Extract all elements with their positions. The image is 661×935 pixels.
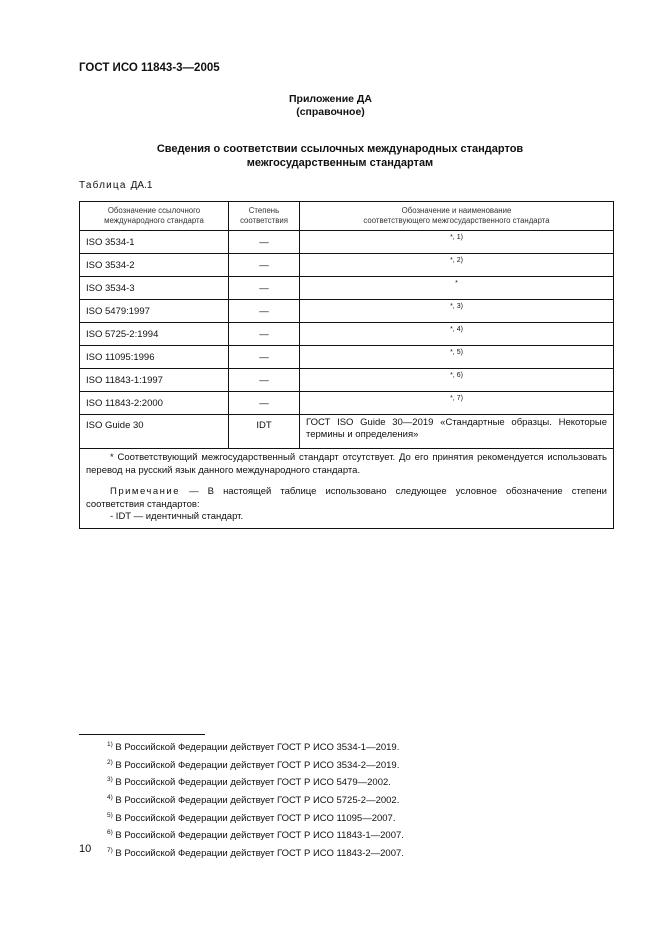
table-label: Таблица: [79, 180, 127, 191]
row-ref: ISO 5725-2:1994: [80, 323, 229, 346]
row-gost: *, 5): [300, 346, 614, 369]
footnote: [107, 773, 404, 791]
appendix-title: Приложение ДА: [289, 93, 372, 105]
footnote: [107, 756, 404, 774]
header-gost: [300, 202, 614, 231]
table-row: [80, 300, 614, 323]
footnotes: [107, 738, 404, 862]
appendix-type: (справочное): [296, 106, 365, 118]
row-gost: *, 2): [300, 254, 614, 277]
footnote-text: В Российской Федерации действует ГОСТ Р ИСО 11843-1—2007.: [115, 830, 404, 842]
footnote-mark: 3): [107, 776, 113, 784]
footnote-divider: [79, 734, 205, 735]
note-item: - IDT — идентичный стандарт.: [110, 511, 244, 522]
row-gost: *, 3): [300, 300, 614, 323]
header-col1-line2: международного стандарта: [104, 216, 204, 225]
header-col3-line2: соответствующего межгосударственного стандарта: [363, 216, 550, 225]
table-row: [80, 369, 614, 392]
table-row: [80, 277, 614, 300]
table-row: [80, 254, 614, 277]
footnote-mark: 5): [107, 811, 113, 819]
table-number: ДА.1: [130, 180, 153, 191]
footnote-text: В Российской Федерации действует ГОСТ Р ИСО 3534-1—2019.: [115, 742, 400, 754]
row-gost: *, 6): [300, 369, 614, 392]
footnote-text: В Российской Федерации действует ГОСТ Р ИСО 11095—2007.: [115, 812, 396, 824]
row-degree: —: [229, 277, 300, 300]
table-notes-row: [80, 449, 614, 529]
row-degree: —: [229, 346, 300, 369]
row-gost: *: [300, 277, 614, 300]
note-label: Примечание: [110, 486, 180, 497]
row-ref: ISO 3534-3: [80, 277, 229, 300]
table-notes: [80, 449, 614, 529]
row-ref: ISO 5479:1997: [80, 300, 229, 323]
header-col2-line1: Степень: [248, 206, 280, 215]
appendix-heading: [0, 93, 661, 119]
row-ref: ISO 11095:1996: [80, 346, 229, 369]
table-row: [80, 231, 614, 254]
row-gost: *, 4): [300, 323, 614, 346]
footnote-text: В Российской Федерации действует ГОСТ Р ИСО 5725-2—2002.: [115, 795, 400, 807]
header-col2-line2: соответствия: [240, 216, 288, 225]
table-caption: [79, 180, 152, 191]
footnote-mark: 6): [107, 829, 113, 837]
table-row: [80, 323, 614, 346]
table-header-row: [80, 202, 614, 231]
row-degree: —: [229, 369, 300, 392]
row-degree: —: [229, 300, 300, 323]
correspondence-table: [79, 201, 614, 529]
row-gost: *, 7): [300, 392, 614, 415]
row-ref: ISO 11843-2:2000: [80, 392, 229, 415]
row-gost: *, 1): [300, 231, 614, 254]
row-degree: IDT: [229, 415, 300, 449]
row-ref: ISO Guide 30: [80, 415, 229, 449]
footnote: [107, 844, 404, 862]
row-ref: ISO 3534-1: [80, 231, 229, 254]
asterisk-note: * Соответствующий межгосударственный стандарт отсутствует. До его принятия рекомендуется использовать перевод на русский язык данного международного стандарта.: [86, 452, 607, 476]
footnote: [107, 826, 404, 844]
footnote: [107, 809, 404, 827]
footnote: [107, 738, 404, 756]
header-col1-line1: Обозначение ссылочного: [107, 206, 201, 215]
footnote-mark: 1): [107, 741, 113, 748]
row-gost: ГОСТ ISO Guide 30—2019 «Стандартные образцы. Некоторые термины и определения»: [300, 415, 614, 449]
footnote-mark: 7): [107, 846, 113, 854]
row-degree: —: [229, 231, 300, 254]
row-ref: ISO 11843-1:1997: [80, 369, 229, 392]
page-number: 10: [79, 843, 92, 855]
footnote-text: В Российской Федерации действует ГОСТ Р ИСО 11843-2—2007.: [115, 848, 404, 860]
footnote-mark: 4): [107, 793, 113, 801]
header-degree: [229, 202, 300, 231]
table-row: [80, 415, 614, 449]
row-ref: ISO 3534-2: [80, 254, 229, 277]
row-degree: —: [229, 254, 300, 277]
note-paragraph: [86, 486, 607, 511]
table-row: [80, 346, 614, 369]
footnote: [107, 791, 404, 809]
header-col3-line1: Обозначение и наименование: [401, 206, 512, 215]
footnote-text: В Российской Федерации действует ГОСТ Р ИСО 3534-2—2019.: [115, 759, 400, 771]
note-text: — В настоящей таблице использовано следующее условное обозначение степени соответствия стандартов:: [86, 486, 607, 510]
table-row: [80, 392, 614, 415]
section-title-line2: межгосударственным стандартам: [246, 157, 434, 169]
section-title-line1: Сведения о соответствии ссылочных международных стандартов: [156, 143, 524, 155]
footnote-text: В Российской Федерации действует ГОСТ Р ИСО 5479—2002.: [115, 777, 391, 789]
footnote-mark: 2): [107, 758, 113, 766]
header-ref-standard: [80, 202, 229, 231]
document-id: ГОСТ ИСО 11843-3—2005: [79, 62, 220, 74]
row-degree: —: [229, 392, 300, 415]
row-degree: —: [229, 323, 300, 346]
section-title: [130, 142, 550, 170]
